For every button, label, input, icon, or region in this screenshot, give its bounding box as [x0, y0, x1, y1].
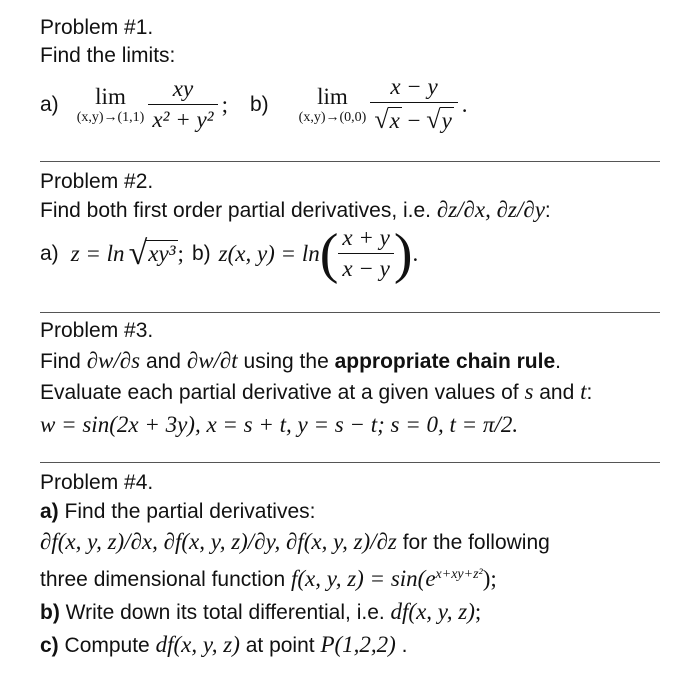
function-math: f(x, y, z) = sin(e	[291, 566, 436, 591]
limit-b	[299, 84, 367, 126]
text: .	[555, 350, 561, 373]
problem-1-intro: Find the limits:	[40, 44, 176, 67]
problem-3-title: Problem #3.	[40, 319, 154, 342]
fraction-numerator: xy	[172, 76, 194, 101]
text: .	[395, 634, 408, 657]
text: three dimensional function	[40, 568, 291, 591]
text: and	[140, 350, 187, 373]
radicand: x	[389, 108, 400, 133]
part-b-label: b)	[191, 241, 211, 265]
sqrt-symbol: √	[374, 105, 389, 134]
problem-2-title: Problem #2.	[40, 170, 154, 193]
text: Write down its total differential, i.e.	[59, 601, 391, 624]
sqrt-symbol: √	[426, 105, 441, 134]
fraction-b	[338, 225, 393, 282]
text: ;	[474, 599, 482, 624]
expr-a: z = ln	[70, 240, 125, 266]
fraction-denominator: x² + y²	[148, 104, 217, 133]
lim-text: lim	[317, 83, 348, 109]
end-period: .	[461, 91, 468, 117]
text: );	[482, 566, 497, 591]
differential-math: df(x, y, z)	[390, 599, 475, 624]
problem-1-title: Problem #1.	[40, 16, 154, 39]
problem-1-limits	[40, 74, 660, 135]
limit-subscript: (x,y)→(1,1)	[76, 109, 145, 125]
expr-b: z(x, y) = ln	[218, 240, 320, 266]
divider	[40, 462, 660, 463]
divider	[40, 312, 660, 313]
part-a-label: a)	[40, 500, 59, 523]
problem-2-parts	[40, 222, 660, 285]
fraction-numerator: x − y	[390, 74, 438, 99]
fraction-denominator: x − y	[338, 253, 393, 282]
text: :	[586, 381, 593, 404]
problem-4-part-a	[40, 497, 660, 526]
point-math: P(1,2,2)	[320, 632, 396, 657]
problem-4	[40, 468, 660, 662]
limit-a	[77, 84, 145, 126]
text: Find the partial derivatives:	[58, 500, 316, 523]
divider	[40, 161, 660, 162]
part-a-label: a)	[40, 241, 59, 265]
minus: −	[401, 108, 427, 133]
radicand: y	[441, 108, 452, 133]
problem-4-part-c	[40, 629, 660, 662]
part-b-label: b)	[249, 92, 269, 116]
problem-3-intro	[40, 346, 660, 377]
text: at point	[239, 634, 321, 657]
right-paren: )	[393, 222, 413, 285]
var-t: t	[580, 379, 587, 404]
intro-end: :	[544, 199, 551, 222]
exponent: x+xy+z²	[435, 567, 483, 582]
problem-4-function	[40, 559, 660, 596]
text: and	[533, 381, 581, 404]
text: Find	[40, 350, 87, 373]
fraction-a	[148, 76, 217, 133]
sqrt-symbol: √	[128, 234, 148, 272]
text: for the following	[396, 531, 550, 554]
problem-4-part-b	[40, 596, 660, 629]
text: using the	[237, 350, 335, 373]
separator: ;	[221, 91, 228, 117]
intro-text: Find both first order partial derivatives, i.e.	[40, 199, 437, 222]
text: Compute	[58, 634, 156, 657]
separator: ;	[177, 240, 184, 266]
problem-2-intro	[40, 196, 660, 225]
problem-4-partials	[40, 526, 660, 559]
lim-text: lim	[95, 83, 126, 109]
differential-math: df(x, y, z)	[155, 632, 240, 657]
var-s: s	[524, 379, 534, 404]
end-period: .	[412, 240, 419, 266]
limit-subscript: (x,y)→(0,0)	[298, 109, 367, 125]
part-a-label: a)	[40, 92, 59, 116]
problem-2	[40, 168, 660, 285]
problem-1	[40, 14, 660, 135]
fraction-numerator: x + y	[342, 225, 390, 250]
problem-3-evaluate	[40, 377, 660, 408]
fraction-b	[370, 74, 457, 135]
part-c-label: c)	[40, 634, 59, 657]
bold-phrase: appropriate chain rule	[334, 350, 556, 373]
problem-3	[40, 316, 660, 442]
partials-math: ∂f(x, y, z)/∂x, ∂f(x, y, z)/∂y, ∂f(x, y, z)/∂z	[40, 529, 397, 554]
problem-4-title: Problem #4.	[40, 471, 154, 494]
text: Evaluate each partial derivative at a given values of	[40, 381, 525, 404]
left-paren: (	[319, 222, 339, 285]
partial-w-t: ∂w/∂t	[186, 348, 238, 373]
fraction-denominator	[370, 102, 457, 135]
partials-math: ∂z/∂x, ∂z/∂y	[436, 197, 545, 222]
part-b-label: b)	[40, 601, 60, 624]
problem-3-formula: w = sin(2x + 3y), x = s + t, y = s − t; s = 0, t = π/2.	[40, 412, 519, 437]
radicand: xy³	[148, 241, 176, 266]
partial-w-s: ∂w/∂s	[86, 348, 141, 373]
